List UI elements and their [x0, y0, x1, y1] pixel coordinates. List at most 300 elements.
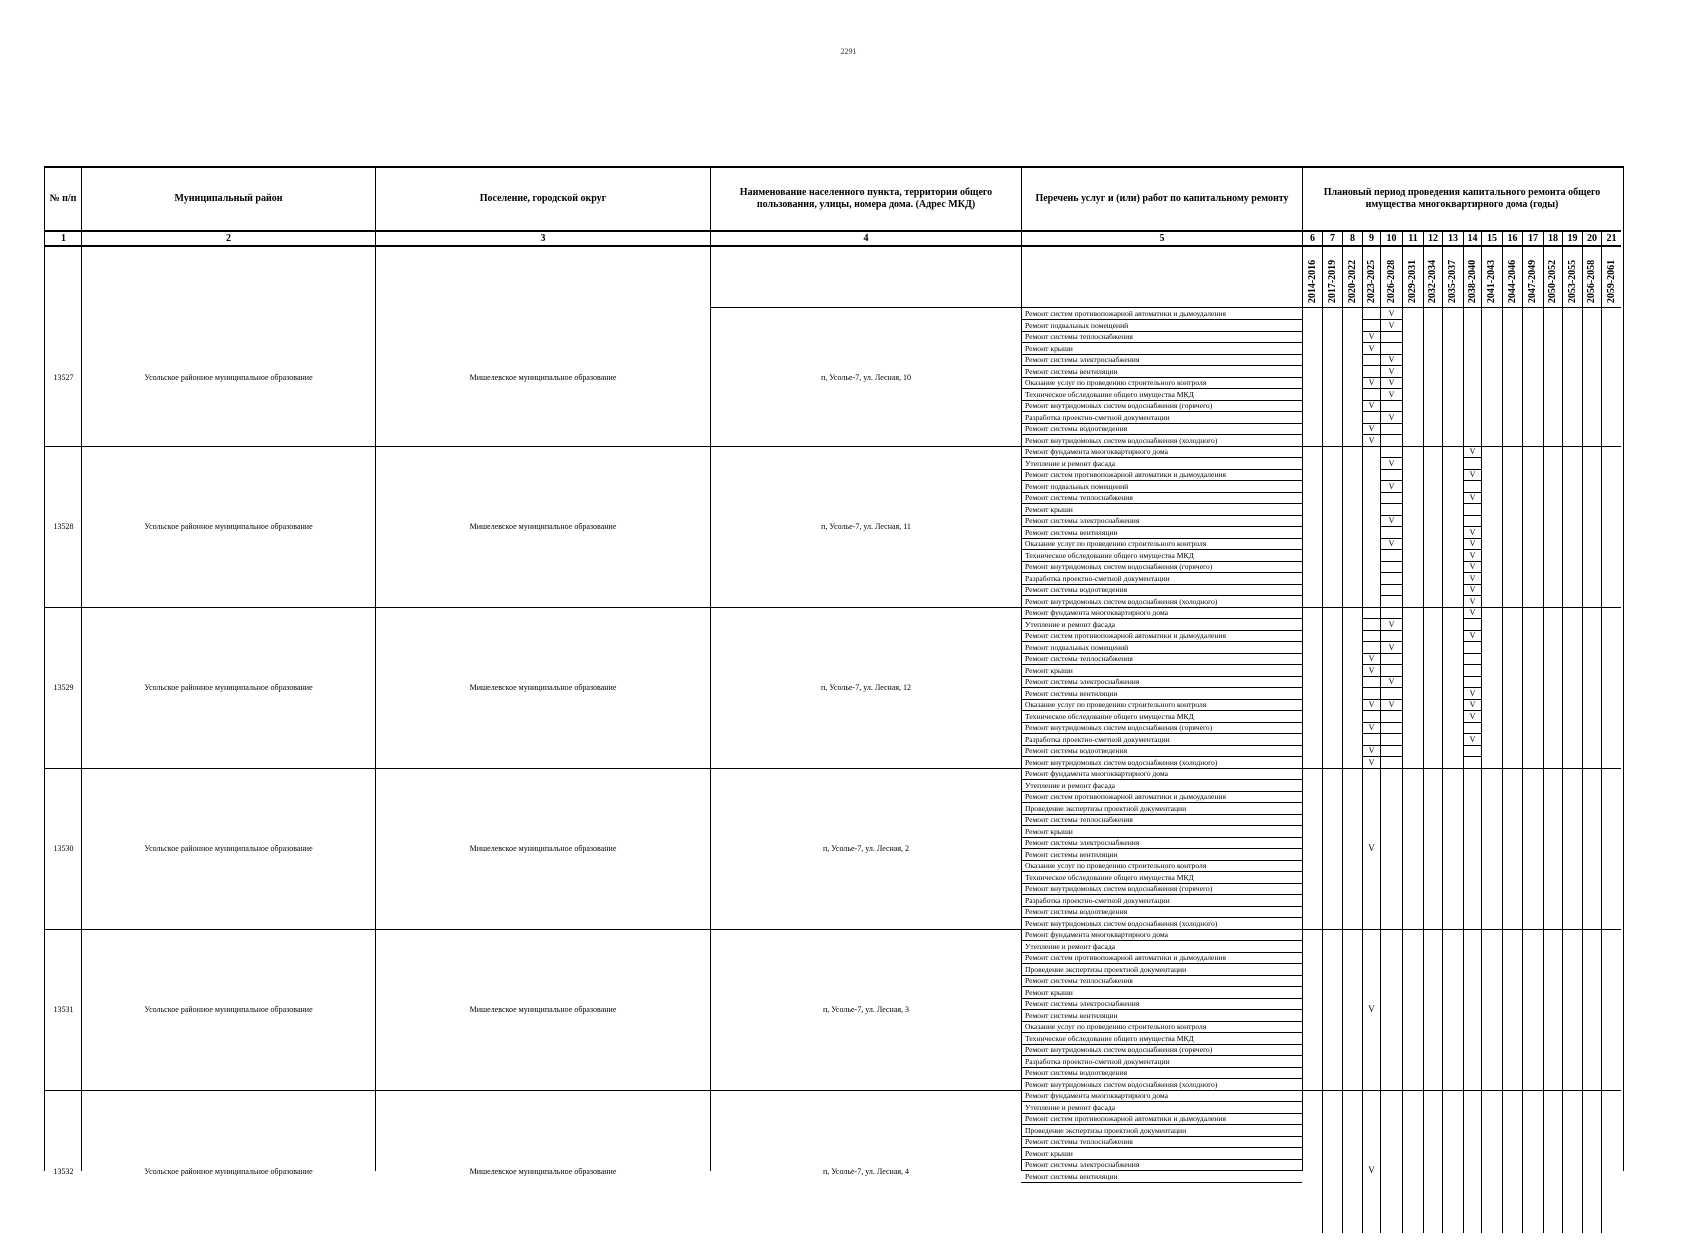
- schedule-mark: V: [1469, 688, 1476, 698]
- schedule-grid-line: [1362, 365, 1380, 366]
- schedule-grid-line: [1362, 319, 1380, 320]
- column-divider: [1402, 230, 1403, 1233]
- schedule-grid-line: [1463, 572, 1481, 573]
- year-period: [1464, 256, 1481, 306]
- year-period: [1443, 256, 1463, 306]
- year-period-label: 2014-2016: [1307, 259, 1318, 303]
- schedule-mark: V: [1469, 608, 1476, 617]
- schedule-grid-line: [1362, 756, 1380, 757]
- schedule-mark: V: [1469, 631, 1476, 640]
- work-item: Утепление и ремонт фасада: [1025, 619, 1116, 629]
- schedule-grid-line: [1362, 423, 1380, 424]
- record-settlement: Мишелевское муниципальное образование: [469, 683, 617, 692]
- schedule-grid-line: [1380, 423, 1402, 424]
- year-period-label: 2059-2061: [1606, 259, 1617, 303]
- work-item: Утепление и ремонт фасада: [1025, 1102, 1116, 1112]
- work-item: Ремонт системы теплоснабжения: [1025, 1137, 1133, 1146]
- year-period-label: 2047-2049: [1527, 259, 1539, 303]
- work-item: Ремонт системы теплоснабжения: [1025, 976, 1133, 985]
- record-number: 13530: [53, 844, 74, 853]
- column-divider: [1502, 230, 1503, 1233]
- year-period-label: 2056-2058: [1586, 259, 1598, 303]
- schedule-grid-line: [1380, 411, 1402, 412]
- record-settlement: Мишелевское муниципальное образование: [469, 372, 617, 382]
- work-item: Ремонт систем противопожарной автоматики и дымоудаления: [1025, 309, 1226, 318]
- schedule-grid-line: [1463, 722, 1481, 723]
- work-item: Ремонт фундамента многоквартирного дома: [1025, 930, 1169, 939]
- schedule-grid-line: [1463, 526, 1481, 527]
- column-number: 2: [226, 233, 231, 244]
- work-item: Ремонт крыши: [1025, 826, 1073, 836]
- work-item: Ремонт фундамента многоквартирного дома: [1025, 1091, 1169, 1100]
- schedule-mark: V: [1469, 711, 1476, 721]
- work-item: Ремонт системы электроснабжения: [1025, 355, 1140, 364]
- year-period-label: 2020-2022: [1347, 259, 1358, 303]
- record-number: 13529: [53, 683, 74, 692]
- work-item: Оказание услуг по проведению строительного контроля: [1025, 700, 1207, 709]
- schedule-grid-line: [1463, 469, 1481, 470]
- work-item: Проведение экспертизы проектной документации: [1025, 803, 1187, 813]
- work-item: Техническое обследование общего имущества МКД: [1025, 550, 1194, 560]
- page-number: 2291: [840, 47, 857, 56]
- record-district: Усольское районное муниципальное образование: [144, 1005, 313, 1014]
- schedule-mark: V: [1388, 378, 1395, 387]
- record-district: Усольское районное муниципальное образование: [144, 844, 313, 853]
- column-divider: [1562, 230, 1563, 1233]
- schedule-grid-line: [1380, 687, 1402, 688]
- schedule-grid-line: [1362, 745, 1380, 746]
- schedule-grid-line: [1380, 538, 1402, 539]
- schedule-grid-line: [1362, 618, 1380, 619]
- year-period-label: 2041-2043: [1486, 259, 1498, 303]
- work-item: Ремонт системы электроснабжения: [1025, 838, 1140, 847]
- work-item: Утепление и ремонт фасада: [1025, 941, 1116, 951]
- work-item: Ремонт системы теплоснабжения: [1025, 815, 1133, 824]
- schedule-grid-line: [1380, 572, 1402, 573]
- schedule-mark: V: [1388, 309, 1395, 318]
- year-period: [1403, 256, 1423, 306]
- schedule-grid-line: [1380, 342, 1402, 343]
- column-number: 15: [1487, 233, 1497, 244]
- record-settlement: Мишелевское муниципальное образование: [469, 844, 617, 853]
- schedule-grid-line: [1380, 365, 1402, 366]
- record-address: п, Усолье-7, ул. Лесная, 11: [821, 522, 911, 531]
- work-item: Ремонт систем противопожарной автоматики и дымоудаления: [1025, 792, 1226, 801]
- work-item: Оказание услуг по проведению строительного контроля: [1025, 861, 1207, 870]
- work-item: Ремонт крыши: [1025, 987, 1073, 997]
- schedule-grid-line: [1362, 710, 1380, 711]
- schedule-mark: V: [1388, 481, 1395, 491]
- work-row-line: [1021, 1182, 1302, 1183]
- year-period: [1544, 256, 1562, 306]
- schedule-grid-line: [1463, 699, 1481, 700]
- work-item: Разработка проектно-сметной документации: [1025, 895, 1170, 905]
- schedule-grid-line: [1463, 503, 1481, 504]
- schedule-mark: V: [1388, 642, 1395, 652]
- year-period-label: 2023-2025: [1366, 259, 1377, 303]
- schedule-grid-line: [1380, 710, 1402, 711]
- year-period: [1323, 256, 1342, 306]
- header-address: Наименование населенного пункта, территории общего пользования, улицы, номера дома. (Адрес МКД): [739, 187, 993, 210]
- work-item: Ремонт внутридомовых систем водоснабжения (холодного): [1025, 1079, 1218, 1089]
- schedule-mark: V: [1388, 516, 1395, 525]
- record-district: Усольское районное муниципальное образование: [144, 372, 313, 382]
- schedule-grid-line: [1463, 653, 1481, 654]
- work-item: Ремонт подвальных помещений: [1025, 481, 1129, 491]
- column-number: 8: [1350, 233, 1355, 244]
- work-item: Ремонт подвальных помещений: [1025, 320, 1129, 330]
- column-divider: [1522, 230, 1523, 1233]
- work-item: Разработка проектно-сметной документации: [1025, 573, 1170, 583]
- schedule-grid-line: [1463, 492, 1481, 493]
- work-item: Ремонт систем противопожарной автоматики и дымоудаления: [1025, 1114, 1226, 1123]
- header-period: Плановый период проведения капитального ремонта общего имущества многоквартирного дома (годы): [1323, 187, 1601, 210]
- record-address: п, Усолье-7, ул. Лесная, 2: [822, 844, 910, 853]
- work-item: Ремонт систем противопожарной автоматики и дымоудаления: [1025, 631, 1226, 640]
- year-period: [1303, 256, 1322, 306]
- year-period-label: 2017-2019: [1327, 259, 1338, 303]
- work-item: Ремонт внутридомовых систем водоснабжения (холодного): [1025, 757, 1218, 767]
- schedule-mark: V: [1388, 389, 1395, 399]
- schedule-grid-line: [1380, 630, 1402, 631]
- work-item: Ремонт фундамента многоквартирного дома: [1025, 608, 1169, 617]
- schedule-grid-line: [1362, 400, 1380, 401]
- schedule-grid-line: [1463, 641, 1481, 642]
- year-period-label: 2032-2034: [1427, 259, 1439, 303]
- schedule-mark: V: [1368, 654, 1375, 663]
- schedule-mark: V: [1469, 550, 1476, 560]
- schedule-mark: V: [1388, 320, 1395, 330]
- work-item: Ремонт системы электроснабжения: [1025, 516, 1140, 525]
- work-item: Ремонт внутридомовых систем водоснабжения (горячего): [1025, 723, 1213, 732]
- column-number: 18: [1548, 233, 1558, 244]
- work-item: Разработка проектно-сметной документации: [1025, 734, 1170, 744]
- column-divider: [1442, 230, 1443, 1233]
- schedule-grid-line: [1463, 745, 1481, 746]
- schedule-grid-line: [1380, 664, 1402, 665]
- schedule-grid-line: [1380, 469, 1402, 470]
- schedule-grid-line: [1463, 733, 1481, 734]
- schedule-mark: V: [1388, 700, 1395, 709]
- work-item: Утепление и ремонт фасада: [1025, 780, 1116, 790]
- column-divider: [1302, 168, 1303, 1171]
- schedule-mark: V: [1469, 573, 1476, 583]
- work-item: Ремонт системы водоотведения: [1025, 1068, 1128, 1077]
- column-number: 6: [1310, 233, 1315, 244]
- schedule-mark: V: [1388, 458, 1395, 468]
- schedule-grid-line: [1463, 710, 1481, 711]
- year-period: [1363, 256, 1380, 306]
- column-number: 10: [1386, 233, 1397, 244]
- year-period-label: 2035-2037: [1447, 259, 1459, 303]
- schedule-grid-line: [1380, 595, 1402, 596]
- work-item: Оказание услуг по проведению строительного контроля: [1025, 378, 1207, 387]
- schedule-mark: V: [1388, 619, 1395, 629]
- column-number: 9: [1369, 233, 1374, 244]
- work-item: Разработка проектно-сметной документации: [1025, 412, 1170, 422]
- schedule-grid-line: [1463, 595, 1481, 596]
- schedule-grid-line: [1380, 584, 1402, 585]
- schedule-grid-line: [1362, 699, 1380, 700]
- work-item: Ремонт крыши: [1025, 1148, 1073, 1158]
- column-number: 7: [1330, 233, 1335, 244]
- schedule-mark: V: [1388, 412, 1395, 422]
- schedule-mark: V: [1469, 734, 1476, 744]
- schedule-grid-line: [1463, 538, 1481, 539]
- work-item: Ремонт системы теплоснабжения: [1025, 332, 1133, 341]
- schedule-grid-line: [1380, 561, 1402, 562]
- column-divider: [1582, 230, 1583, 1233]
- schedule-grid-line: [1362, 733, 1380, 734]
- column-divider: [1021, 168, 1022, 1171]
- schedule-grid-line: [1463, 584, 1481, 585]
- record-address: п, Усолье-7, ул. Лесная, 4: [822, 1166, 910, 1176]
- work-item: Ремонт системы вентиляции: [1025, 688, 1118, 698]
- column-number: 11: [1408, 233, 1418, 244]
- header-settlement: Поселение, городской округ: [479, 193, 607, 204]
- schedule-grid-line: [1362, 687, 1380, 688]
- schedule-grid-line: [1362, 434, 1380, 435]
- column-divider: [1601, 230, 1602, 1233]
- column-number: 19: [1567, 233, 1578, 244]
- schedule-grid-line: [1362, 722, 1380, 723]
- schedule-mark: V: [1368, 332, 1375, 341]
- record-address: п, Усолье-7, ул. Лесная, 12: [820, 683, 912, 692]
- schedule-mark: V: [1368, 757, 1375, 767]
- year-period-label: 2026-2028: [1386, 259, 1397, 303]
- schedule-grid-line: [1362, 354, 1380, 355]
- work-item: Ремонт внутридомовых систем водоснабжения (горячего): [1025, 1045, 1213, 1054]
- column-number: 21: [1606, 233, 1617, 244]
- record-settlement: Мишелевское муниципальное образование: [469, 1166, 617, 1176]
- column-divider: [710, 168, 711, 1171]
- work-item: Проведение экспертизы проектной документации: [1025, 964, 1187, 974]
- schedule-mark: V: [1368, 1003, 1375, 1014]
- work-item: Техническое обследование общего имущества МКД: [1025, 1033, 1194, 1043]
- record-settlement: Мишелевское муниципальное образование: [469, 522, 617, 531]
- column-divider: [1543, 230, 1544, 1233]
- year-period: [1563, 256, 1582, 306]
- schedule-grid-line: [1380, 377, 1402, 378]
- schedule-mark: V: [1368, 435, 1375, 445]
- schedule-grid-line: [1380, 756, 1402, 757]
- schedule-grid-line: [1380, 733, 1402, 734]
- schedule-grid-line: [1463, 676, 1481, 677]
- schedule-grid-line: [1380, 653, 1402, 654]
- work-item: Ремонт внутридомовых систем водоснабжения (холодного): [1025, 596, 1218, 606]
- schedule-grid-line: [1380, 515, 1402, 516]
- schedule-mark: V: [1388, 677, 1395, 686]
- schedule-mark: V: [1368, 723, 1375, 732]
- column-divider: [81, 168, 82, 1171]
- record-number: 13528: [53, 522, 74, 531]
- work-item: Ремонт системы вентиляции: [1025, 527, 1118, 537]
- record-address: п, Усолье-7, ул. Лесная, 10: [820, 372, 912, 382]
- work-item: Ремонт фундамента многоквартирного дома: [1025, 447, 1169, 456]
- schedule-grid-line: [1463, 687, 1481, 688]
- schedule-grid-line: [1380, 400, 1402, 401]
- year-period: [1424, 256, 1442, 306]
- work-item: Ремонт внутридомовых систем водоснабжения (горячего): [1025, 401, 1213, 410]
- schedule-grid-line: [1362, 342, 1380, 343]
- schedule-mark: V: [1469, 596, 1476, 606]
- schedule-grid-line: [1380, 503, 1402, 504]
- work-item: Техническое обследование общего имущества МКД: [1025, 872, 1194, 882]
- work-item: Техническое обследование общего имущества МКД: [1025, 711, 1194, 721]
- schedule-grid-line: [1463, 480, 1481, 481]
- work-item: Ремонт системы вентиляции: [1025, 849, 1118, 859]
- schedule-mark: V: [1469, 447, 1476, 456]
- column-divider: [1380, 230, 1381, 1233]
- header-num: № п/п: [49, 193, 77, 204]
- work-item: Ремонт внутридомовых систем водоснабжения (горячего): [1025, 562, 1213, 571]
- schedule-grid-line: [1380, 388, 1402, 389]
- work-item: Утепление и ремонт фасада: [1025, 458, 1116, 468]
- work-item: Проведение экспертизы проектной документации: [1025, 1125, 1187, 1135]
- schedule-mark: V: [1469, 585, 1476, 594]
- schedule-grid-line: [1362, 388, 1380, 389]
- work-item: Ремонт фундамента многоквартирного дома: [1025, 769, 1169, 778]
- year-period: [1343, 256, 1362, 306]
- schedule-grid-line: [1380, 434, 1402, 435]
- year-period: [1381, 256, 1402, 306]
- schedule-grid-line: [1463, 561, 1481, 562]
- record-address: п, Усолье-7, ул. Лесная, 3: [822, 1005, 910, 1014]
- work-item: Ремонт системы вентиляции: [1025, 1171, 1118, 1181]
- capital-repair-table: [44, 166, 1624, 1181]
- schedule-grid-line: [1380, 319, 1402, 320]
- header-works: Перечень услуг и (или) работ по капитальному ремонту: [1035, 193, 1289, 204]
- schedule-grid-line: [1380, 492, 1402, 493]
- work-item: Техническое обследование общего имущества МКД: [1025, 389, 1194, 399]
- schedule-grid-line: [1463, 457, 1481, 458]
- schedule-grid-line: [1362, 377, 1380, 378]
- work-item: Ремонт крыши: [1025, 504, 1073, 514]
- schedule-grid-line: [1362, 641, 1380, 642]
- record-district: Усольское районное муниципальное образование: [144, 683, 313, 692]
- record-settlement: Мишелевское муниципальное образование: [469, 1005, 617, 1014]
- work-item: Ремонт системы вентиляции: [1025, 1010, 1118, 1020]
- schedule-mark: V: [1368, 343, 1375, 353]
- schedule-grid-line: [1463, 515, 1481, 516]
- schedule-grid-line: [1362, 331, 1380, 332]
- schedule-grid-line: [1463, 549, 1481, 550]
- column-number: 3: [540, 233, 546, 244]
- work-item: Ремонт подвальных помещений: [1025, 642, 1129, 652]
- column-number: 14: [1467, 233, 1478, 244]
- work-item: Ремонт крыши: [1025, 665, 1073, 675]
- schedule-mark: V: [1469, 539, 1476, 548]
- schedule-grid-line: [1362, 664, 1380, 665]
- work-item: Ремонт системы электроснабжения: [1025, 677, 1140, 686]
- year-period: [1583, 256, 1601, 306]
- number-row-divider: [45, 245, 1621, 247]
- schedule-grid-line: [1463, 756, 1481, 757]
- schedule-grid-line: [1380, 699, 1402, 700]
- record-district: Усольское районное муниципальное образование: [144, 1166, 313, 1176]
- schedule-mark: V: [1469, 562, 1476, 571]
- schedule-grid-line: [1362, 411, 1380, 412]
- work-item: Ремонт системы электроснабжения: [1025, 1160, 1140, 1169]
- schedule-grid-line: [1380, 641, 1402, 642]
- year-period: [1523, 256, 1543, 306]
- schedule-mark: V: [1368, 842, 1375, 853]
- record-number: 13527: [53, 372, 74, 382]
- schedule-grid-line: [1380, 549, 1402, 550]
- column-divider: [1362, 230, 1363, 1233]
- year-period: [1482, 256, 1502, 306]
- schedule-grid-line: [1380, 480, 1402, 481]
- schedule-mark: V: [1368, 378, 1375, 387]
- column-number: 13: [1448, 233, 1458, 244]
- schedule-grid-line: [1380, 526, 1402, 527]
- work-item: Ремонт системы водоотведения: [1025, 907, 1128, 916]
- schedule-mark: V: [1388, 355, 1395, 364]
- work-item: Ремонт системы водоотведения: [1025, 585, 1128, 594]
- schedule-mark: V: [1368, 401, 1375, 410]
- year-period-label: 2044-2046: [1507, 259, 1518, 303]
- schedule-grid-line: [1380, 676, 1402, 677]
- record-district: Усольское районное муниципальное образование: [144, 522, 313, 531]
- column-number: 17: [1528, 233, 1538, 244]
- work-item: Ремонт системы теплоснабжения: [1025, 654, 1133, 663]
- column-divider: [1342, 230, 1343, 1233]
- record-number: 13531: [53, 1005, 74, 1014]
- column-divider: [1423, 230, 1424, 1233]
- schedule-mark: V: [1368, 665, 1375, 675]
- column-number: 5: [1159, 233, 1165, 244]
- schedule-grid-line: [1362, 676, 1380, 677]
- schedule-grid-line: [1463, 618, 1481, 619]
- work-item: Ремонт системы водоотведения: [1025, 746, 1128, 755]
- schedule-mark: V: [1368, 700, 1375, 709]
- column-number: 12: [1428, 233, 1438, 244]
- schedule-grid-line: [1362, 653, 1380, 654]
- schedule-grid-line: [1380, 618, 1402, 619]
- year-row-divider: [710, 307, 1621, 308]
- column-divider: [1463, 230, 1464, 1233]
- schedule-mark: V: [1368, 1165, 1375, 1175]
- work-item: Ремонт системы вентиляции: [1025, 366, 1118, 376]
- year-period-label: 2050-2052: [1547, 259, 1559, 303]
- schedule-mark: V: [1388, 539, 1395, 548]
- work-item: Ремонт крыши: [1025, 343, 1073, 353]
- work-item: Оказание услуг по проведению строительного контроля: [1025, 1022, 1207, 1031]
- schedule-mark: V: [1368, 424, 1375, 433]
- schedule-grid-line: [1380, 354, 1402, 355]
- schedule-mark: V: [1469, 470, 1476, 479]
- schedule-grid-line: [1362, 630, 1380, 631]
- schedule-grid-line: [1380, 745, 1402, 746]
- work-item: Ремонт системы теплоснабжения: [1025, 493, 1133, 502]
- schedule-grid-line: [1463, 664, 1481, 665]
- work-item: Ремонт системы водоотведения: [1025, 424, 1128, 433]
- column-number: 1: [61, 233, 66, 244]
- schedule-grid-line: [1380, 722, 1402, 723]
- work-item: Ремонт внутридомовых систем водоснабжения (горячего): [1025, 884, 1213, 893]
- work-item: Ремонт систем противопожарной автоматики и дымоудаления: [1025, 953, 1226, 962]
- column-divider: [375, 168, 376, 1171]
- work-item: Разработка проектно-сметной документации: [1025, 1056, 1170, 1066]
- year-period-label: 2053-2055: [1567, 259, 1578, 303]
- schedule-grid-line: [1380, 331, 1402, 332]
- work-item: Ремонт внутридомовых систем водоснабжения (холодного): [1025, 918, 1218, 928]
- column-number: 4: [863, 233, 869, 244]
- schedule-grid-line: [1380, 457, 1402, 458]
- year-period-label: 2029-2031: [1407, 259, 1419, 303]
- year-period: [1503, 256, 1522, 306]
- schedule-mark: V: [1388, 366, 1395, 376]
